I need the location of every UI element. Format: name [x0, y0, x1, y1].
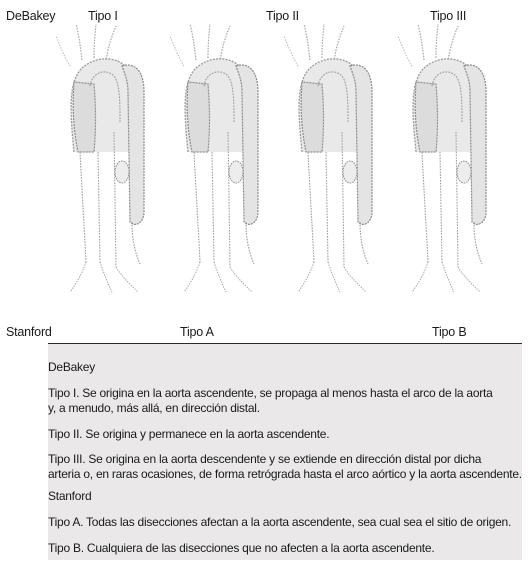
aorta-drawing-tipo-i	[56, 24, 144, 292]
legend-tipo-i-line-1: Tipo I. Se origina en la aorta ascendente, se propaga al menos hasta el arco de la aorta	[48, 386, 493, 400]
stanford-tipo-a-label: Tipo A	[180, 325, 214, 339]
legend-tipo-i-line-2: y, a menudo, más allá, en dirección distal.	[48, 401, 260, 415]
legend-stanford-heading: Stanford	[48, 489, 92, 503]
debakey-tipo-iii-label: Tipo III	[430, 9, 467, 23]
legend-tipo-iii-line-1: Tipo III. Se origina en la aorta descendente y se extiende en dirección distal por dicha	[48, 452, 482, 466]
debakey-tipo-ii-label: Tipo II	[266, 9, 299, 23]
legend-panel	[48, 344, 522, 560]
stanford-row-label: Stanford	[6, 325, 52, 339]
legend-tipo-b: Tipo B. Cualquiera de las disecciones que no afecten a la aorta ascendente.	[48, 541, 435, 555]
debakey-tipo-i-label: Tipo I	[88, 9, 118, 23]
debakey-row-label: DeBakey	[6, 9, 56, 23]
legend-tipo-iii-line-2: arteria o, en raras ocasiones, de forma retrógrada hasta el arco aórtico y la aorta ascendente.	[48, 467, 522, 481]
legend-tipo-a: Tipo A. Todas las disecciones afectan a la aorta ascendente, sea cual sea el sitio de origen.	[48, 515, 512, 529]
aorta-drawing-tipo-iii	[398, 24, 486, 292]
aorta-drawing-tipo-ii	[284, 24, 372, 292]
stanford-tipo-b-label: Tipo B	[432, 325, 467, 339]
aorta-drawing-tipo-i-b	[170, 24, 258, 292]
legend-tipo-ii: Tipo II. Se origina y permanece en la aorta ascendente.	[48, 427, 330, 441]
legend-debakey-heading: DeBakey	[48, 360, 95, 374]
